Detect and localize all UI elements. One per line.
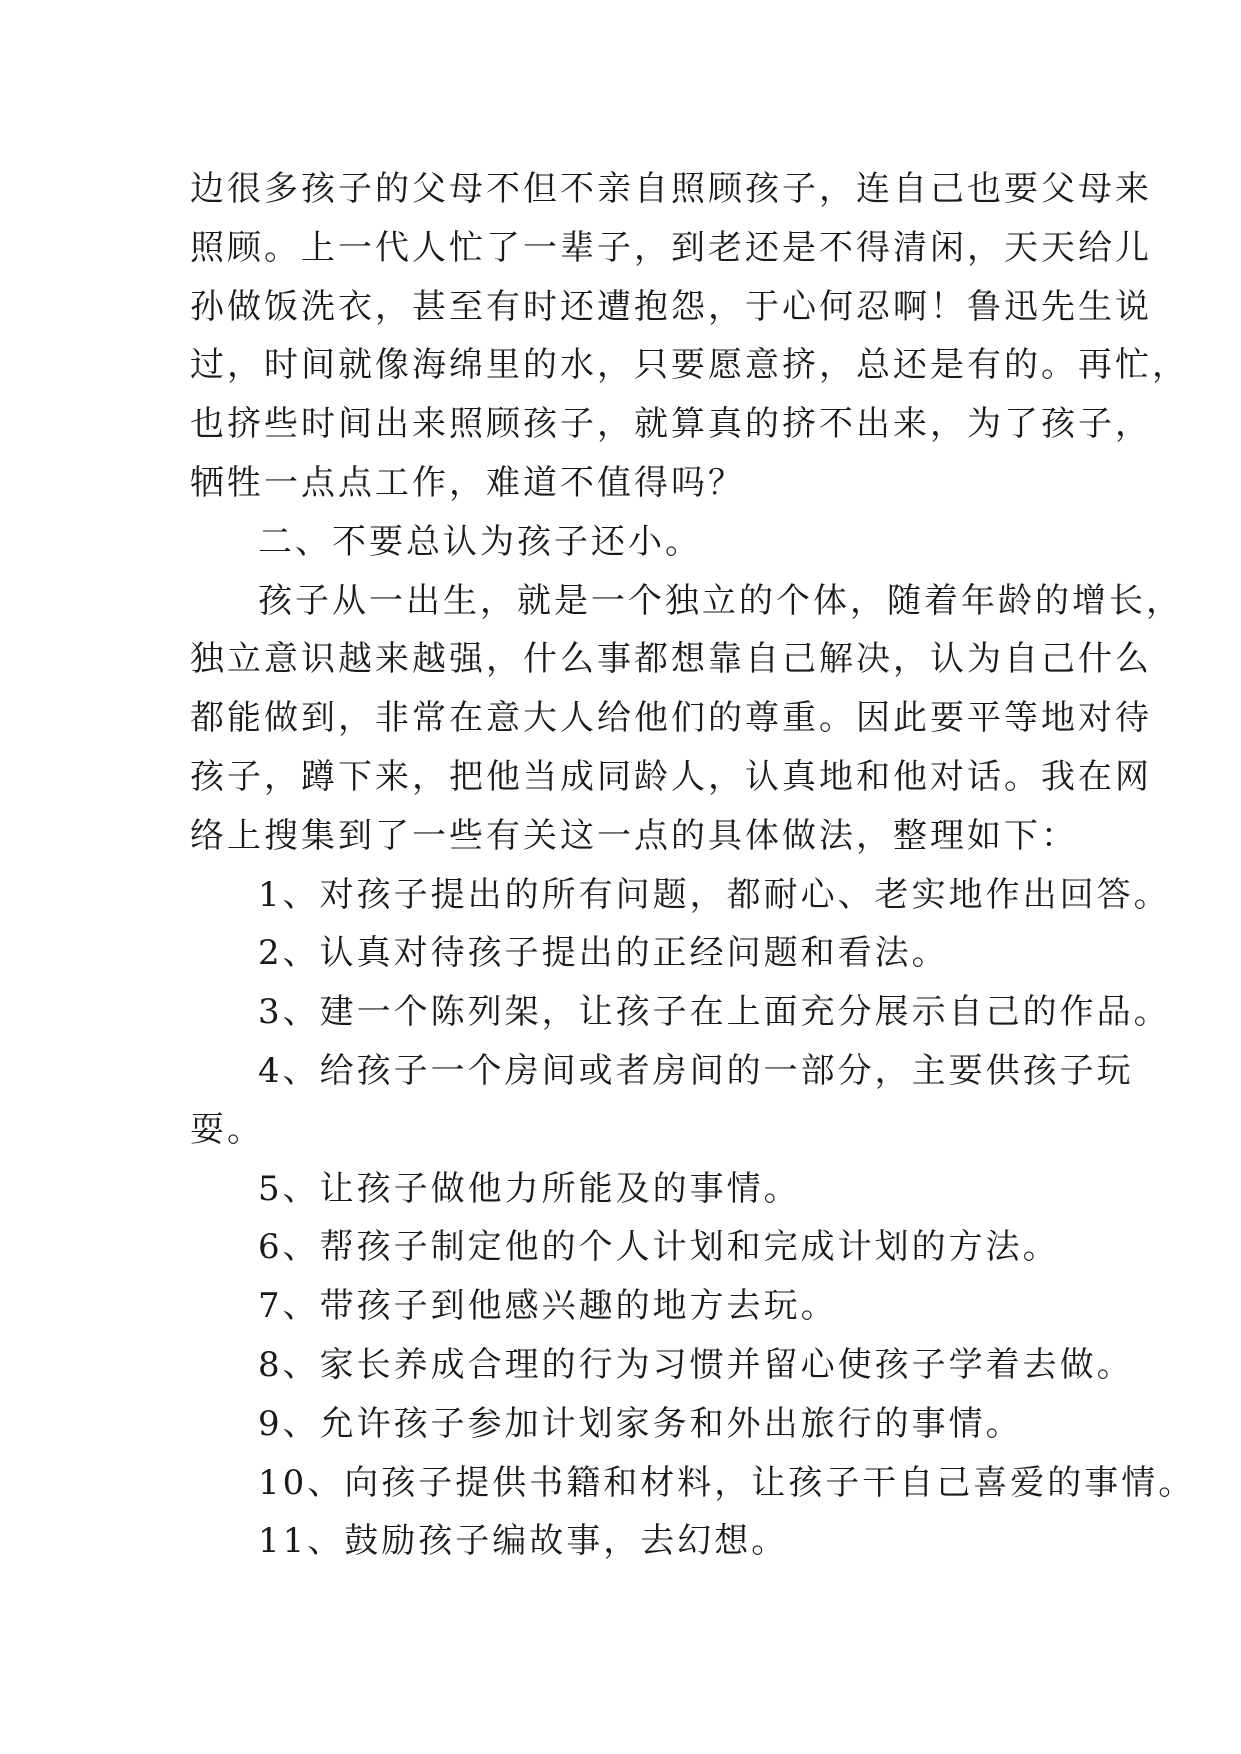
intro-line: 也挤些时间出来照顾孩子，就算真的挤不出来，为了孩子， (190, 404, 1152, 445)
body-paragraph (190, 572, 1183, 866)
intro-line: 边很多孩子的父母不但不亲自照顾孩子，连自己也要父母来 (190, 169, 1152, 209)
intro-line: 过，时间就像海绵里的水，只要愿意挤，总还是有的。再忙， (190, 345, 1189, 386)
section-heading (190, 513, 1070, 572)
item-list (190, 866, 1196, 1572)
list-item: 4、给孩子一个房间或者房间的一部分，主要供孩子玩 (258, 1050, 1134, 1091)
document-body (190, 160, 1196, 1571)
list-item: 10、向孩子提供书籍和材料，让孩子干自己喜爱的事情。 (258, 1462, 1196, 1503)
body-line: 独立意识越来越强，什么事都想靠自己解决，认为自己什么 (190, 639, 1152, 680)
list-item: 2、认真对待孩子提出的正经问题和看法。 (258, 933, 949, 974)
body-line: 孩子从一出生，就是一个独立的个体，随着年龄的增长， (258, 580, 1183, 621)
list-item: 6、帮孩子制定他的个人计划和完成计划的方法。 (258, 1227, 1060, 1268)
intro-line: 照顾。上一代人忙了一辈子，到老还是不得清闲，天天给儿 (190, 227, 1152, 268)
list-item: 9、允许孩子参加计划家务和外出旅行的事情。 (258, 1403, 1023, 1444)
list-item: 3、建一个陈列架，让孩子在上面充分展示自己的作品。 (258, 992, 1171, 1033)
list-item: 5、让孩子做他力所能及的事情。 (258, 1168, 801, 1209)
list-item: 7、带孩子到他感兴趣的地方去玩。 (258, 1286, 838, 1327)
list-item: 8、家长养成合理的行为习惯并留心使孩子学着去做。 (258, 1344, 1134, 1385)
section-heading-text: 二、不要总认为孩子还小。 (258, 521, 702, 562)
body-line: 都能做到，非常在意大人给他们的尊重。因此要平等地对待 (190, 698, 1152, 739)
list-item: 11、鼓励孩子编故事，去幻想。 (258, 1521, 789, 1562)
body-line: 孩子，蹲下来，把他当成同龄人，认真地和他对话。我在网 (190, 756, 1152, 797)
list-item-continuation: 耍。 (190, 1109, 264, 1150)
body-line: 络上搜集到了一些有关这一点的具体做法，整理如下： (190, 815, 1078, 856)
intro-paragraph (190, 160, 1189, 513)
intro-line: 孙做饭洗衣，甚至有时还遭抱怨，于心何忍啊！鲁迅先生说 (190, 286, 1152, 327)
intro-line: 牺牲一点点工作，难道不值得吗？ (190, 462, 745, 503)
list-item: 1、对孩子提出的所有问题，都耐心、老实地作出回答。 (258, 874, 1171, 915)
